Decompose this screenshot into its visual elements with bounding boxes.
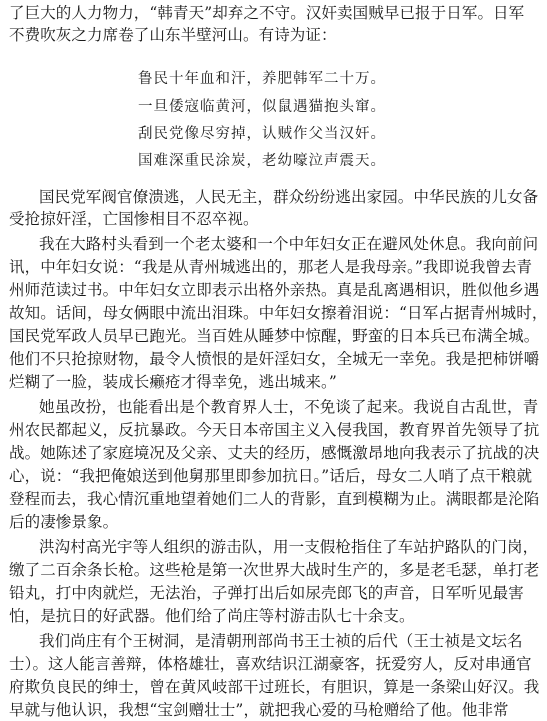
text-line: 我们尚庄有个王树洞，是清朝刑部尚书王士祯的后代（王士祯是文坛名 [39,632,523,650]
text-line: 州师范读过书。中年妇女立即表示出格外亲热。真是乱离遇相识，胜似他乡遇 [9,281,540,299]
text-line: 了巨大的人力物力，“韩青天”却弃之不守。汉奸卖国贼早已报于日军。日军 [9,4,525,22]
text-line: 登程而去，我心情沉重地望着她们二人的背影，直到模糊为止。满眼都是沦陷 [9,490,540,508]
text-line: 心，说：“我把俺娘送到他舅那里即参加抗日。”话后，母女二人哨了点干粮就 [9,467,533,485]
text-line: 战。她陈述了家庭境况及父亲、丈夫的经历，感慨激昂地向我表示了抗战的决 [9,444,540,462]
text-line: 府欺负良民的绅士，曾在黄风岐部干过班长，有胆识，算是一条梁山好汉。我 [9,678,540,696]
text-line: 不费吹灰之力席卷了山东半壁河山。有诗为证： [9,26,337,44]
text-line: 州农民都起义，反抗暴政。今天日本帝国主义入侵我国，教育界首先领导了抗 [9,421,540,439]
text-line: 怕，是抗日的好武器。他们给了尚庄等村游击队七十余支。 [9,607,415,625]
text-line: 讯，中年妇女说：“我是从青州城逃出的，那老人是我母亲。”我即说我曾去青 [9,258,533,276]
text-line: 后的凄惨景象。 [9,513,119,531]
text-line: 他们不只抢掠财物，最令人愤恨的是奸淫妇女，全城无一幸免。我是把柿饼嚼 [9,350,540,368]
text-line: 故知。话间，母女俩眼中流出泪珠。中年妇女擦着泪说：“日军占据青州城时， [9,304,547,322]
poem-line: 国难深重民涂炭，老幼嚎泣声震天。 [138,153,386,169]
text-line: 国民党军阀官僚溃逃，人民无主，群众纷纷逃出家园。中华民族的儿女备 [39,188,539,206]
text-line: 受抢掠奸淫，亡国惨相目不忍卒视。 [9,210,259,228]
poem-line: 刮民党像尽穷掉，认贼作父当汉奸。 [138,126,386,142]
text-line: 洪沟村高光宇等人组织的游击队，用一支假枪指住了车站护路队的门岗， [39,538,539,556]
text-line: 烂糊了一脸，装成长癞疮才得幸免，逃出城来。” [9,373,337,391]
text-line: 早就与他认识，我想“宝剑赠壮士”，就把我心爱的马枪赠给了他。他非常 [9,701,509,719]
text-line: 她虽改扮，也能看出是个教育界人士，不免谈了起来。我说自古乱世，青 [39,398,539,416]
text-line: 缴了二百余条长枪。这些枪是第一次世界大战时生产的，多是老毛瑟，单打老 [9,561,540,579]
text-line: 国民党军政人员早已跑光。当百姓从睡梦中惊醒，野蛮的日本兵已布满全城。 [9,327,540,345]
poem-line: 鲁民十年血和汗，养肥韩军二十万。 [138,71,386,87]
text-line: 士）。这人能言善辩，体格雄壮，喜欢结识江湖豪客，抚爱穷人，反对串通官 [9,655,532,673]
text-line: 铅丸，打中肉就烂，无法治，子弹打出后如尿壳郎飞的声音，日军听见最害 [9,584,524,602]
poem-line: 一旦倭寇临黄河，似鼠遇猫抱头窜。 [138,99,386,115]
text-line: 我在大路村头看到一个老太婆和一个中年妇女正在避风处休息。我向前问 [39,235,539,253]
